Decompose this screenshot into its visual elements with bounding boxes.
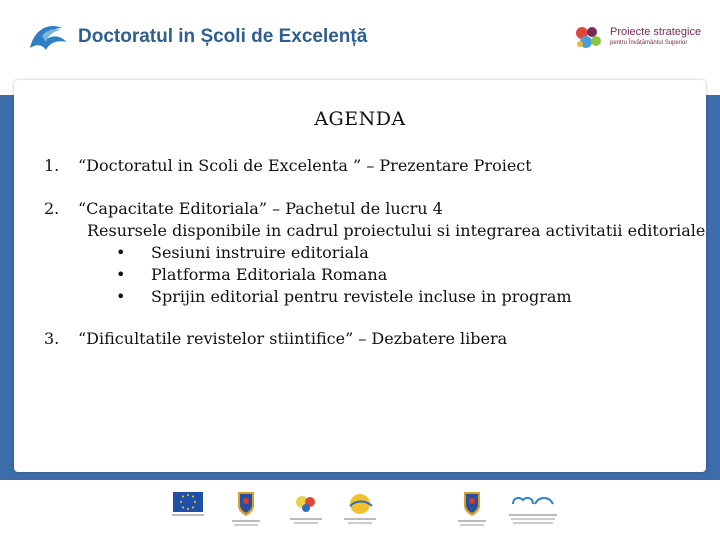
fse-logo-icon — [288, 490, 324, 530]
ue-fscs-logo-icon — [505, 490, 561, 530]
instrumente-structurale-logo — [340, 490, 380, 534]
instrumente-structurale-icon — [340, 490, 380, 530]
bullet-icon: • — [116, 243, 126, 262]
ue-fscs-logo — [505, 490, 561, 534]
agenda-item-text: “Doctoratul in Scoli de Excelenta ” – Prezentare Proiect — [78, 156, 532, 175]
eu-flag-icon — [170, 490, 206, 518]
fse-logo — [288, 490, 324, 534]
bullet-text: Sprijin editorial pentru revistele incluse in program — [151, 287, 572, 306]
bullet-text: Platforma Editoriala Romana — [151, 265, 388, 284]
eu-flag-logo — [170, 490, 206, 522]
bird-wave-logo-icon — [28, 20, 68, 56]
romania-coat-of-arms-icon — [456, 490, 488, 530]
header — [0, 0, 720, 80]
page-header-title: Doctoratul in Școli de Excelență — [78, 26, 368, 47]
agenda-title: AGENDA — [314, 108, 406, 130]
agenda-item-number: 1. — [44, 156, 60, 175]
strategic-projects-logo-icon — [572, 24, 604, 52]
agenda-item-text: “Dificultatile revistelor stiintifice” – Dezbatere libera — [78, 329, 508, 348]
strategic-projects-title: Proiecte strategice — [610, 26, 702, 38]
agenda-item-2-subtext: Resursele disponibile in cadrul proiectului si integrarea activitatii editoriale — [87, 221, 706, 240]
agenda-item-number: 2. — [44, 199, 60, 218]
bullet-icon: • — [116, 265, 126, 284]
ministry-logo — [456, 490, 488, 534]
strategic-projects-text — [610, 26, 701, 47]
government-logo — [230, 490, 262, 534]
strategic-projects-subtitle: pentru Învățământul Superior — [610, 40, 688, 46]
bullet-text: Sesiuni instruire editoriala — [151, 243, 369, 262]
agenda-item-number: 3. — [44, 329, 60, 348]
footer-logos — [0, 480, 720, 540]
agenda-item-text: “Capacitate Editoriala” – Pachetul de lucru 4 — [78, 199, 443, 218]
bullet-icon: • — [116, 287, 126, 306]
romania-coat-of-arms-icon — [230, 490, 262, 530]
